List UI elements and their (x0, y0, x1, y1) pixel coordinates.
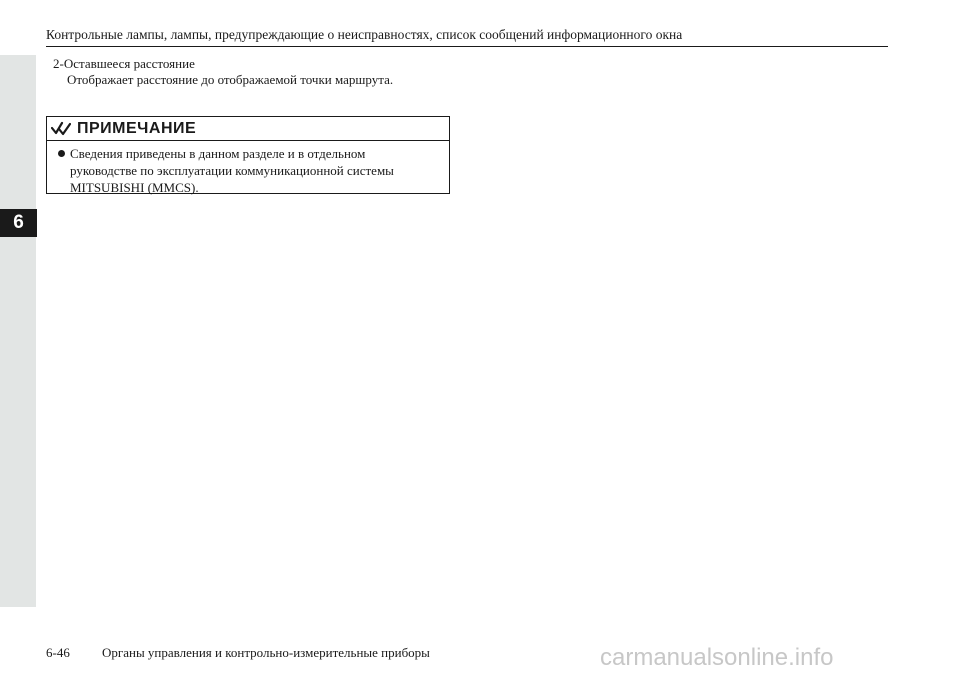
note-header (47, 117, 449, 141)
note-line: Сведения приведены в данном разделе и в отдельном (70, 146, 366, 161)
footer-chapter-title: Органы управления и контрольно-измерительные приборы (102, 645, 430, 660)
note-line: MITSUBISHI (MMCS). (70, 180, 199, 195)
footer-page-number: 6-46 (46, 645, 70, 660)
chapter-side-tab (0, 55, 36, 607)
item-description: Отображает расстояние до отображаемой точки маршрута. (67, 72, 394, 87)
note-title: ПРИМЕЧАНИЕ (77, 119, 197, 137)
page-header-title: Контрольные лампы, лампы, предупреждающие о неисправностях, список сообщений информационного окна (46, 27, 683, 42)
watermark: carmanualsonline.info (600, 644, 834, 671)
note-line: руководстве по эксплуатации коммуникационной системы (70, 163, 394, 178)
item-title: 2-Оставшееся расстояние (53, 56, 195, 71)
chapter-number-marker: 6 (0, 209, 37, 237)
check-hand-icon (51, 121, 71, 137)
note-body (47, 141, 449, 196)
bullet-icon (58, 150, 65, 157)
header-divider (46, 46, 888, 47)
note-box (46, 116, 450, 194)
